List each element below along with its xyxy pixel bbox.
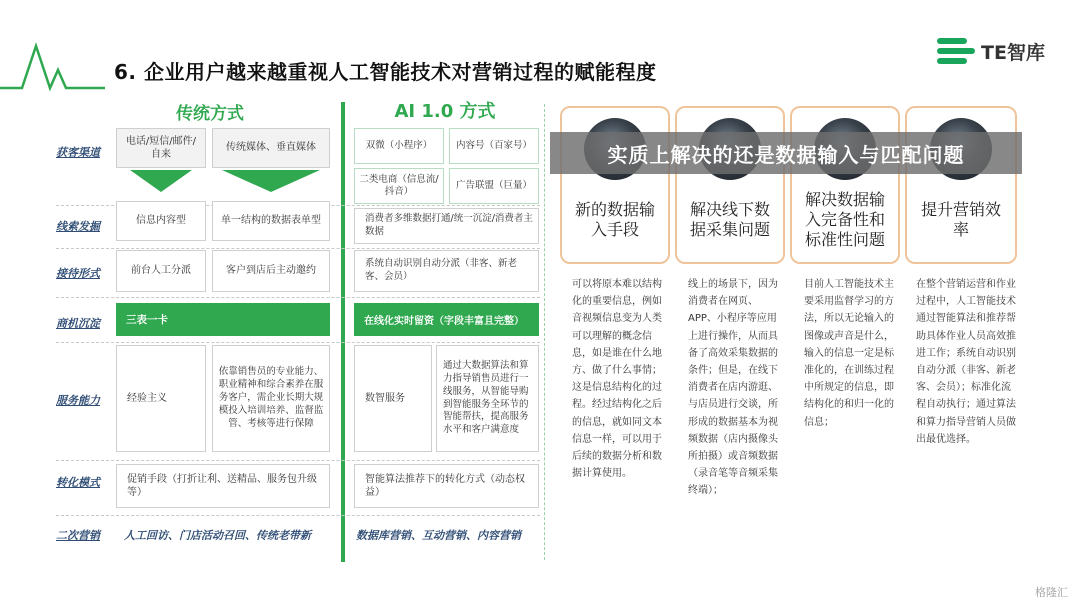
leads-data-box: 消费者多维数据打通/统一沉淀/消费者主数据 bbox=[354, 208, 539, 244]
reception-invite-box: 客户到店后主动邀约 bbox=[212, 250, 330, 292]
row-separator bbox=[56, 460, 540, 461]
channel-tag-ad-network: 广告联盟（巨量） bbox=[449, 168, 539, 204]
channel-tag-wechat: 双微（小程序） bbox=[354, 128, 444, 164]
secondary-marketing-ai: 数据库营销、互动营销、内容营销 bbox=[356, 529, 521, 542]
leads-form-box: 单一结构的数据表单型 bbox=[212, 201, 330, 241]
row-label-leads: 线索发掘 bbox=[56, 220, 100, 233]
logo-text: TE智库 bbox=[981, 41, 1045, 64]
reception-auto-box: 系统自动识别自动分派（非客、新老客、会员） bbox=[354, 250, 539, 292]
card-description: 可以将原本难以结构化的重要信息，例如音视频信息变为人类可以理解的概念信息，如是谁在什么地方、做了什么事情；这是信息结构化的过程。经过结构化之后的信息，就如同文本信息一样，可以用于后续的数据分析和数据计算使用。 bbox=[572, 279, 662, 480]
section-divider bbox=[544, 104, 545, 560]
channel-media-box: 传统媒体、垂直媒体 bbox=[212, 128, 330, 168]
service-ai-description-box: 通过大数据算法和算力指导销售员进行一线服务，从智能导购到智能服务全环节的智能帮扶，提高服务水平和客户满意度 bbox=[436, 345, 539, 452]
column-header-traditional: 传统方式 bbox=[176, 104, 244, 124]
row-separator bbox=[56, 297, 540, 298]
logo bbox=[937, 36, 1045, 66]
service-experience-box: 经验主义 bbox=[116, 345, 206, 452]
secondary-marketing-traditional: 人工回访、门店活动召回、传统老带新 bbox=[124, 529, 311, 542]
watermark: 格隆汇 bbox=[1035, 586, 1068, 599]
conversion-promo-box: 促销手段（打折让利、送精品、服务包升级等） bbox=[116, 464, 330, 508]
column-header-ai: AI 1.0 方式 bbox=[394, 101, 496, 122]
conversion-algorithm-box: 智能算法推荐下的转化方式（动态权益） bbox=[354, 464, 539, 508]
service-description-box: 依靠销售员的专业能力、职业精神和综合素养在服务客户，需企业长期大规模投入培训培养、监督监管、考核等进行保障 bbox=[212, 345, 330, 452]
arrow-down-icon bbox=[222, 170, 320, 194]
channel-tag-ecommerce: 二类电商（信息流/抖音） bbox=[354, 168, 444, 204]
row-separator bbox=[56, 342, 540, 343]
page-title: 6. 企业用户越来越重视人工智能技术对营销过程的赋能程度 bbox=[114, 60, 657, 84]
leads-info-box: 信息内容型 bbox=[116, 201, 206, 241]
logo-icon bbox=[937, 36, 975, 66]
card-title: 解决数据输入完备性和标准性问题 bbox=[804, 190, 885, 249]
card-title: 新的数据输入手段 bbox=[574, 200, 655, 239]
card-title: 解决线下数据采集问题 bbox=[689, 200, 770, 239]
row-label-service: 服务能力 bbox=[56, 394, 100, 407]
row-label-reception: 接待形式 bbox=[56, 267, 100, 280]
card-title: 提升营销效率 bbox=[920, 200, 1001, 239]
opportunity-online-bar: 在线化实时留资（字段丰富且完整） bbox=[354, 303, 539, 336]
row-label-acquire: 获客渠道 bbox=[56, 146, 100, 159]
key-insight-banner: 实质上解决的还是数据输入与匹配问题 bbox=[550, 132, 1022, 174]
service-smart-box: 数智服务 bbox=[354, 345, 432, 452]
channel-phone-box: 电话/短信/邮件/自来 bbox=[116, 128, 206, 168]
row-label-conversion: 转化模式 bbox=[56, 476, 100, 489]
row-label-opportunity: 商机沉淀 bbox=[56, 317, 100, 330]
row-separator bbox=[56, 515, 540, 516]
card-description: 目前人工智能技术主要采用监督学习的方法，所以无论输入的图像或声音是什么，输入的信息一定是标准化的，在训练过程中所规定的信息，即结构化的和归一化的信息； bbox=[804, 279, 894, 428]
card-description: 线上的场景下，因为消费者在网页、APP、小程序等应用上进行操作，从而具备了高效采集数据的条件；但是，在线下消费者在店内游逛、与店员进行交谈，所形成的数据基本为视频数据（店内摄像头所拍摄）或音频数据（录音笔等音频采集终端）； bbox=[688, 279, 778, 497]
reception-front-desk-box: 前台人工分派 bbox=[116, 250, 206, 292]
card-description: 在整个营销运营和作业过程中，人工智能技术通过智能算法和推荐帮助具体作业人员高效推进工作；系统自动识别自动分派（非客、新老客、会员）；标准化流程自动执行；通过算法和算力指导营销人员做出最优选择。 bbox=[916, 279, 1016, 445]
channel-tag-content: 内容号（百家号） bbox=[449, 128, 539, 164]
opportunity-bar: 三表一卡 bbox=[116, 303, 330, 336]
heartbeat-line-decoration bbox=[0, 40, 105, 100]
column-divider bbox=[341, 102, 345, 562]
row-separator bbox=[56, 248, 540, 249]
arrow-down-icon bbox=[130, 170, 192, 194]
row-label-secondary: 二次营销 bbox=[56, 529, 100, 542]
